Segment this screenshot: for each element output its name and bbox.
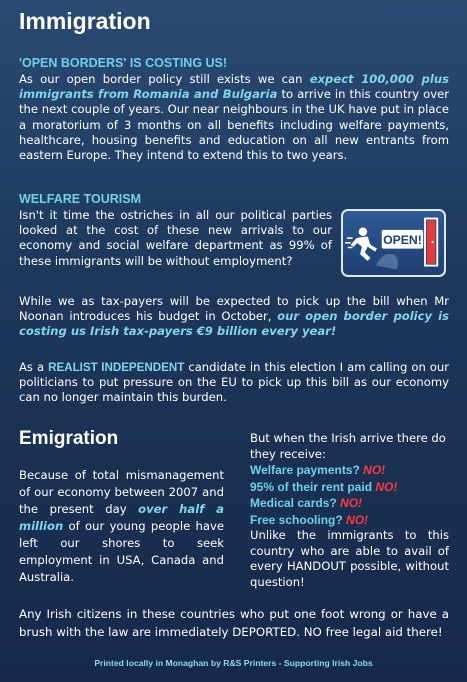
benefit-question-text: 95% of their rent paid [250,479,373,494]
taxpayers-paragraph [19,294,449,340]
realist-text-1: As a [19,360,49,374]
no-answer: NO! [346,512,369,527]
benefit-question-text: Welfare payments? [250,463,360,477]
irish-abroad-intro: But when the Irish arrive there do they receive: [250,431,446,461]
open-borders-text-2: to arrive in this country over the next couple of years. Our near neighbours in the UK have put in place a moratorium of 3 months on all benefits including welfare payments, healthcare, housing benefits and education on all new entrants from eastern Europe. They intend to extend this to two years. [19,87,449,163]
open-borders-text-1: As our open border policy still exists we can [19,72,310,86]
benefit-question-list [250,462,449,528]
no-answer: NO! [375,479,398,494]
open-borders-paragraph [19,72,449,163]
welfare-tourism-heading: WELFARE TOURISM [19,192,141,206]
immigration-title: Immigration [19,8,151,34]
no-answer: NO! [363,463,386,477]
irish-abroad-column [250,430,449,590]
running-man-icon [345,227,377,260]
benefit-question [250,462,449,479]
realist-paragraph [19,360,449,406]
open-borders-heading: 'OPEN BORDERS' IS COSTING US! [19,56,228,70]
open-borders-highlight: expect 100,000 plus immigrants from Romania and Bulgaria [19,72,449,102]
emigration-text-2: of our young people have left our shores to seek employment in USA, Canada and Australia. [19,519,224,584]
emigration-title: Emigration [19,428,119,449]
emigration-paragraph [19,467,224,586]
realist-text-2: candidate in this election I am calling on our politicians to put pressure on the EU to pick up this bill as our economy can no longer maintain this burden. [19,360,450,405]
benefit-question [250,495,449,512]
no-answer: NO! [340,496,363,510]
unlike-immigrants-paragraph: Unlike the immigrants to this country who are able to avail of every HANDOUT possible, without question! [250,528,449,589]
open-sign-text: OPEN! [383,232,422,247]
taxpayers-text: While we as tax-payers will be expected to pick up the bill when Mr Noonan introduces his budget in October, [19,294,449,324]
realist-highlight: REALIST INDEPENDENT [48,361,185,374]
running-man-exit-door-icon [341,209,446,277]
benefit-question [250,479,449,496]
open-sign-illustration [343,211,444,275]
taxpayers-highlight: our open border policy is costing us Irish tax-payers €9 billion every year! [19,309,449,339]
emigration-highlight: over half a million [19,502,224,533]
welfare-tourism-paragraph: Isn't it time the ostriches in all our political parties looked at the cost of these new arrivals to our economy and social welfare department as 99% of these immigrants will be without employment? [19,208,332,268]
benefit-question-text: Medical cards? [250,496,337,510]
deported-paragraph: Any Irish citizens in these countries who put one foot wrong or have a brush with the law are immediately DEPORTED. NO free legal aid there! [19,607,449,639]
benefit-question [250,512,449,529]
printer-footer: Printed locally in Monaghan by R&S Printers - Supporting Irish Jobs [94,658,373,668]
benefit-question-text: Free schooling? [250,512,343,527]
emigration-text-1: Because of total mismanagement of our economy between 2007 and the present day [19,468,224,516]
